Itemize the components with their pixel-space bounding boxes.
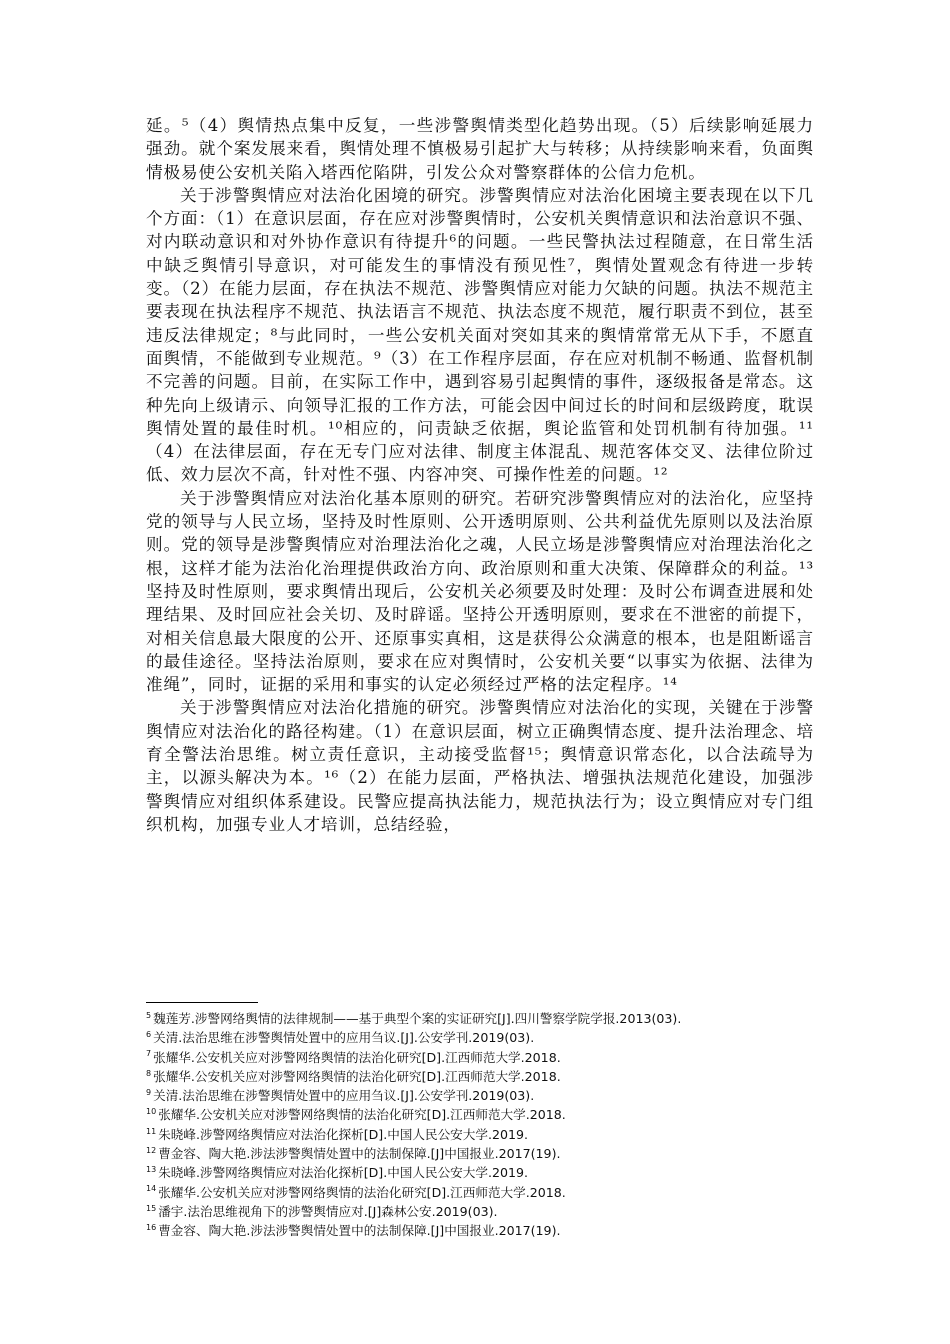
footnote-number: 14 bbox=[146, 1184, 157, 1194]
footnote-text: 张耀华.公安机关应对涉警网络舆情的法治化研究[D].江西师范大学.2018. bbox=[158, 1184, 566, 1200]
footnote-text: 关清.法治思维在涉警舆情处置中的应用刍议.[J].公安学刊.2019(03). bbox=[153, 1088, 535, 1104]
footnote-text: 朱晓峰.涉警网络舆情应对法治化探析[D].中国人民公安大学.2019. bbox=[158, 1126, 529, 1142]
footnote bbox=[146, 1125, 814, 1144]
footnote bbox=[146, 1144, 814, 1163]
footnote-number: 13 bbox=[146, 1165, 157, 1175]
footnote-number: 7 bbox=[146, 1049, 152, 1059]
paragraph-2: 关于涉警舆情应对法治化困境的研究。涉警舆情应对法治化困境主要表现在以下几个方面：（1）在意识层面，存在应对涉警舆情时，公安机关舆情意识和法治意识不强、对内联动意识和对外协作意识有待提升⁶的问题。一些民警执法过程随意，在日常生活中缺乏舆情引导意识，对可能发生的事情没有预见性⁷，舆情处置观念有待进一步转变。（2）在能力层面，存在执法不规范、涉警舆情应对能力欠缺的问题。执法不规范主要表现在执法程序不规范、执法语言不规范、执法态度不规范，履行职责不到位，甚至违反法律规定；⁸与此同时，一些公安机关面对突如其来的舆情常常无从下手，不愿直面舆情，不能做到专业规范。⁹（3）在工作程序层面，存在应对机制不畅通、监督机制不完善的问题。目前，在实际工作中，遇到容易引起舆情的事件，逐级报备是常态。这种先向上级请示、向领导汇报的工作方法，可能会因中间过长的时间和层级跨度，耽误舆情处置的最佳时机。¹⁰相应的，问责缺乏依据，舆论监管和处罚机制有待加强。¹¹（4）在法律层面，存在无专门应对法律、制度主体混乱、规范客体交叉、法律位阶过低、效力层次不高，针对性不强、内容冲突、可操作性差的问题。¹² bbox=[146, 185, 814, 485]
footnote-divider bbox=[146, 1002, 258, 1003]
footnote-text: 张耀华.公安机关应对涉警网络舆情的法治化研究[D].江西师范大学.2018. bbox=[153, 1049, 561, 1065]
footnote-text: 曹金容、陶大艳.涉法涉警舆情处置中的法制保障.[J]中国报业.2017(19). bbox=[158, 1223, 561, 1239]
footnote-number: 6 bbox=[146, 1030, 152, 1040]
footnote bbox=[146, 1183, 814, 1202]
footnote-number: 15 bbox=[146, 1203, 157, 1213]
footnote-text: 张耀华.公安机关应对涉警网络舆情的法治化研究[D].江西师范大学.2018. bbox=[158, 1107, 566, 1123]
footnote-text: 张耀华.公安机关应对涉警网络舆情的法治化研究[D].江西师范大学.2018. bbox=[153, 1068, 561, 1084]
footnote bbox=[146, 1105, 814, 1124]
paragraph-4: 关于涉警舆情应对法治化措施的研究。涉警舆情应对法治化的实现，关键在于涉警舆情应对法治化的路径构建。（1）在意识层面，树立正确舆情态度、提升法治理念、培育全警法治思维。树立责任意识，主动接受监督¹⁵；舆情意识常态化，以合法疏导为主，以源头解决为本。¹⁶（2）在能力层面，严格执法、增强执法规范化建设，加强涉警舆情应对组织体系建设。民警应提高执法能力，规范执法行为；设立舆情应对专门组织机构，加强专业人才培训，总结经验， bbox=[146, 698, 814, 834]
footnote bbox=[146, 1067, 814, 1086]
footnote-text: 魏莲芳.涉警网络舆情的法律规制——基于典型个案的实证研究[J].四川警察学院学报.2013(03). bbox=[153, 1011, 682, 1026]
footnote bbox=[146, 1202, 814, 1221]
footnote-text: 曹金容、陶大艳.涉法涉警舆情处置中的法制保障.[J]中国报业.2017(19). bbox=[158, 1146, 561, 1162]
footnote-number: 10 bbox=[146, 1107, 157, 1117]
footnotes bbox=[146, 1002, 814, 1241]
paragraph-3: 关于涉警舆情应对法治化基本原则的研究。若研究涉警舆情应对的法治化，应坚持党的领导与人民立场，坚持及时性原则、公开透明原则、公共利益优先原则以及法治原则。党的领导是涉警舆情应对治理法治化之魂，人民立场是涉警舆情应对治理法治化之根，这样才能为法治化治理提供政治方向、政治原则和重大决策、保障群众的利益。¹³坚持及时性原则，要求舆情出现后，公安机关必须要及时处理：及时公布调查进展和处理结果、及时回应社会关切、及时辟谣。坚持公开透明原则，要求在不泄密的前提下，对相关信息最大限度的公开、还原事实真相，这是获得公众满意的根本，也是阻断谣言的最佳途径。坚持法治原则，要求在应对舆情时，公安机关要“以事实为依据、法律为准绳”，同时，证据的采用和事实的认定必须经过严格的法定程序。¹⁴ bbox=[146, 488, 814, 695]
footnote-text: 潘宇.法治思维视角下的涉警舆情应对.[J]森林公安.2019(03). bbox=[158, 1203, 498, 1219]
footnote-number: 16 bbox=[146, 1223, 157, 1233]
paragraph-1: 延。⁵（4）舆情热点集中反复，一些涉警舆情类型化趋势出现。（5）后续影响延展力强劲。就个案发展来看，舆情处理不慎极易引起扩大与转移；从持续影响来看，负面舆情极易使公安机关陷入塔西佗陷阱，引发公众对警察群体的公信力危机。 bbox=[146, 116, 814, 182]
footnote bbox=[146, 1048, 814, 1067]
footnote-text: 关清.法治思维在涉警舆情处置中的应用刍议.[J].公安学刊.2019(03). bbox=[153, 1030, 535, 1046]
footnote bbox=[146, 1163, 814, 1182]
footnote bbox=[146, 1086, 814, 1105]
document-body bbox=[146, 114, 814, 836]
footnote-text: 朱晓峰.涉警网络舆情应对法治化探析[D].中国人民公安大学.2019. bbox=[158, 1165, 529, 1181]
footnote bbox=[146, 1028, 814, 1047]
footnote bbox=[146, 1009, 814, 1028]
footnote-number: 11 bbox=[146, 1126, 157, 1136]
footnote-number: 5 bbox=[146, 1010, 152, 1020]
footnote-number: 9 bbox=[146, 1088, 152, 1097]
footnote-number: 12 bbox=[146, 1145, 157, 1155]
footnote bbox=[146, 1221, 814, 1240]
footnote-number: 8 bbox=[146, 1068, 152, 1078]
